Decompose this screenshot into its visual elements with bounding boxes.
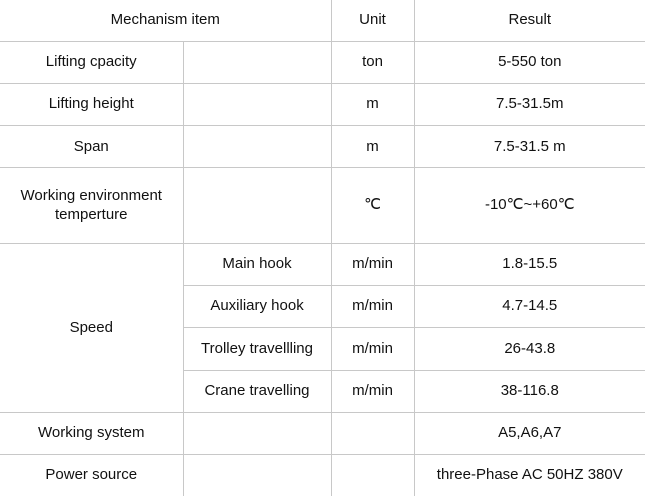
row-result-span: 7.5-31.5 m <box>414 126 645 168</box>
row-item-lifting-height: Lifting height <box>0 84 183 126</box>
row-item-speed: Speed <box>0 244 183 413</box>
table-row <box>0 84 645 126</box>
row-unit-main-hook: m/min <box>331 244 414 286</box>
row-unit-span: m <box>331 126 414 168</box>
row-unit-empty <box>331 412 414 454</box>
row-sub-empty <box>183 84 331 126</box>
row-item-line2: temperture <box>54 205 128 223</box>
row-sub-auxiliary-hook: Auxiliary hook <box>183 286 331 328</box>
table-header-row <box>0 0 645 41</box>
row-sub-empty <box>183 168 331 244</box>
row-unit-temperture: ℃ <box>331 168 414 244</box>
row-result-lifting-capacity: 5-550 ton <box>414 41 645 83</box>
row-sub-empty <box>183 412 331 454</box>
header-result: Result <box>414 0 645 41</box>
row-item-lifting-capacity: Lifting cpacity <box>0 41 183 83</box>
row-sub-empty <box>183 455 331 496</box>
row-item-power-source: Power source <box>0 455 183 496</box>
row-sub-empty <box>183 41 331 83</box>
row-result-lifting-height: 7.5-31.5m <box>414 84 645 126</box>
row-unit-crane-travelling: m/min <box>331 370 414 412</box>
row-result-crane-travelling: 38-116.8 <box>414 370 645 412</box>
row-sub-crane-travelling: Crane travelling <box>183 370 331 412</box>
row-item-working-system: Working system <box>0 412 183 454</box>
header-mechanism-item: Mechanism item <box>0 0 331 41</box>
row-item-line1: Working environment <box>20 187 162 204</box>
row-result-temperture: -10℃~+60℃ <box>414 168 645 244</box>
row-result-trolley-travelling: 26-43.8 <box>414 328 645 370</box>
row-result-main-hook: 1.8-15.5 <box>414 244 645 286</box>
row-unit-empty <box>331 455 414 496</box>
row-sub-empty <box>183 126 331 168</box>
table-row <box>0 168 645 244</box>
row-item-working-environment-temperture <box>0 168 183 244</box>
table-row <box>0 41 645 83</box>
row-unit-trolley-travelling: m/min <box>331 328 414 370</box>
row-unit-auxiliary-hook: m/min <box>331 286 414 328</box>
row-result-power-source: three-Phase AC 50HZ 380V <box>414 455 645 496</box>
row-result-working-system: A5,A6,A7 <box>414 412 645 454</box>
row-unit-lifting-height: m <box>331 84 414 126</box>
table-row <box>0 126 645 168</box>
row-sub-main-hook: Main hook <box>183 244 331 286</box>
row-sub-trolley-travelling: Trolley travellling <box>183 328 331 370</box>
table-row <box>0 455 645 496</box>
row-unit-lifting-capacity: ton <box>331 41 414 83</box>
table-row <box>0 244 645 286</box>
table-row <box>0 412 645 454</box>
row-item-span: Span <box>0 126 183 168</box>
header-unit: Unit <box>331 0 414 41</box>
row-result-auxiliary-hook: 4.7-14.5 <box>414 286 645 328</box>
